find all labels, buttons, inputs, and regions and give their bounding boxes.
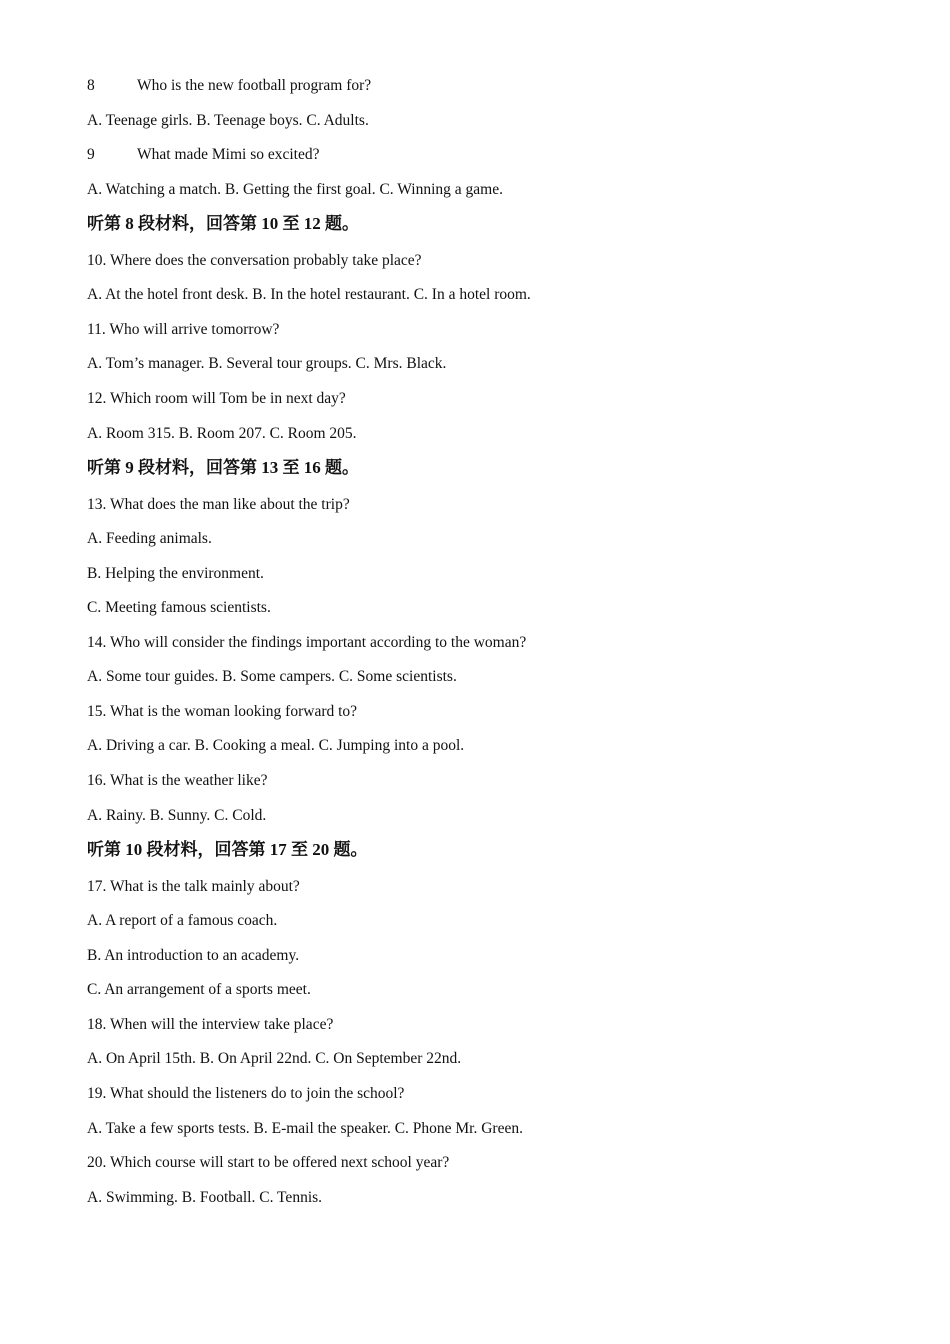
question-14-stem: 14. Who will consider the findings important according to the woman? <box>87 634 527 651</box>
question-9-text: What made Mimi so excited? <box>137 146 320 163</box>
question-9-options: A. Watching a match. B. Getting the first goal. C. Winning a game. <box>87 181 503 198</box>
question-12-stem: 12. Which room will Tom be in next day? <box>87 390 346 407</box>
question-16-options: A. Rainy. B. Sunny. C. Cold. <box>87 807 267 824</box>
question-18-stem: 18. When will the interview take place? <box>87 1016 334 1033</box>
question-13-stem: 13. What does the man like about the trip? <box>87 496 350 513</box>
question-13-option-b: B. Helping the environment. <box>87 565 264 582</box>
section-10-heading: 听第 10 段材料，回答第 17 至 20 题。 <box>87 840 368 859</box>
question-8-text: Who is the new football program for? <box>137 77 372 94</box>
question-11-options: A. Tom’s manager. B. Several tour groups. C. Mrs. Black. <box>87 355 447 372</box>
question-18-options: A. On April 15th. B. On April 22nd. C. On September 22nd. <box>87 1050 462 1067</box>
question-9-stem <box>87 145 320 165</box>
question-17-stem: 17. What is the talk mainly about? <box>87 878 300 895</box>
question-9-number: 9 <box>87 146 95 163</box>
question-17-option-a: A. A report of a famous coach. <box>87 912 278 929</box>
question-8-stem <box>87 76 371 96</box>
question-19-stem: 19. What should the listeners do to join the school? <box>87 1085 405 1102</box>
question-12-options: A. Room 315. B. Room 207. C. Room 205. <box>87 425 357 442</box>
question-13-option-a: A. Feeding animals. <box>87 530 212 547</box>
question-17-option-b: B. An introduction to an academy. <box>87 947 300 964</box>
section-9-heading: 听第 9 段材料，回答第 13 至 16 题。 <box>87 458 359 477</box>
question-8-options: A. Teenage girls. B. Teenage boys. C. Adults. <box>87 112 369 129</box>
section-8-heading: 听第 8 段材料，回答第 10 至 12 题。 <box>87 214 359 233</box>
question-16-stem: 16. What is the weather like? <box>87 772 268 789</box>
question-19-options: A. Take a few sports tests. B. E-mail the speaker. C. Phone Mr. Green. <box>87 1120 523 1137</box>
question-20-stem: 20. Which course will start to be offered next school year? <box>87 1154 450 1171</box>
question-20-options: A. Swimming. B. Football. C. Tennis. <box>87 1189 323 1206</box>
question-13-option-c: C. Meeting famous scientists. <box>87 599 271 616</box>
question-15-options: A. Driving a car. B. Cooking a meal. C. Jumping into a pool. <box>87 737 465 754</box>
question-14-options: A. Some tour guides. B. Some campers. C. Some scientists. <box>87 668 457 685</box>
question-10-options: A. At the hotel front desk. B. In the hotel restaurant. C. In a hotel room. <box>87 286 531 303</box>
question-8-number: 8 <box>87 77 95 94</box>
question-10-stem: 10. Where does the conversation probably take place? <box>87 252 422 269</box>
question-17-option-c: C. An arrangement of a sports meet. <box>87 981 311 998</box>
question-11-stem: 11. Who will arrive tomorrow? <box>87 321 280 338</box>
question-15-stem: 15. What is the woman looking forward to? <box>87 703 358 720</box>
